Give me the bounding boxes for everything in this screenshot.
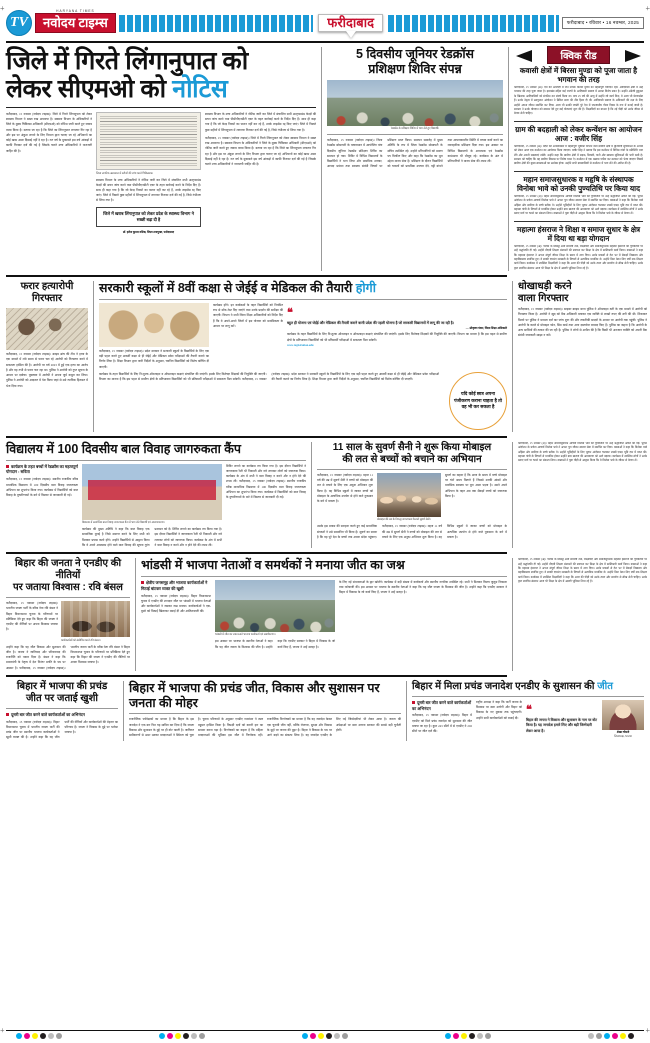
reg-dots-2 — [159, 1033, 205, 1039]
fraud-headline-line1: धोखाधड़ी करने — [518, 281, 572, 293]
rb-caption: कार्यकर्ताओं को संबोधित करते रवि बंसल। — [61, 638, 101, 642]
fugitive-story — [6, 281, 88, 432]
cm-caption: विद्यालय में आयोजित बाल विवाह जागरुकता कैंप में भाग लेते विद्यार्थी एवं अध्यापकगण। — [82, 521, 165, 525]
jee-website-link[interactable]: www.registration.edu — [287, 342, 314, 347]
brand-kicker: HARYANA TIMES — [56, 8, 95, 13]
notice-document-photo — [96, 112, 201, 170]
mobile-rule — [317, 469, 507, 470]
lead-headline-highlight: नोटिस — [172, 75, 228, 103]
bhandsi-photo — [215, 580, 335, 632]
redcross-body: फरीदाबाद, 15 नवम्बर (नवोदय टाइम्स)। जिला रेडक्रॉस सोसायटी के तत्वावधान में आयोजित पांच दिवसीय जूनियर रेडक्रॉस प्रशिक्षण शिविर का समापन हो गया। शिविर में विभिन्न विद्यालयों के विद्यार्थियों ने भाग लिया और प्राथमिक उपचार, आपदा प्रबंधन तथा स्वास्थ्य संबंधी विषयों पर प्रशिक्षण प्राप्त किया। समापन समारोह में मुख्य अतिथि के रूप में जिला रेडक्रॉस सोसायटी के सचिव उपस्थित रहे। उन्होंने प्रतिभागियों को प्रमाण पत्र वितरित किए और कहा कि रेडक्रॉस का मूल उद्देश्य मानव सेवा है। प्रशिक्षण के दौरान विद्यार्थियों को घायलों को प्राथमिक उपचार देने, पट्टी बांधने तथा आपातकालीन स्थिति में बचाव कार्य करने का व्यावहारिक प्रशिक्षण दिया गया। इस अवसर पर विभिन्न विद्यालयों के अध्यापक एवं रेडक्रॉस काउंसलर भी मौजूद रहे। कार्यक्रम के अंत में प्रतिभागियों ने मानव सेवा की शपथ ली। — [327, 138, 503, 169]
cm-body-3: शिविर लगाने का कार्यक्रम तय किया गया है। इस दौरान विद्यार्थियों ने जागरुकता रैली भी निकाली और नारे लगाकर लोगों को जागरूक किया। कार्यक्रम के अंत में सभी ने बाल विवाह न करने और न होने देने की शपथ ली। फरीदाबाद, 15 नवम्बर (नवोदय टाइम्स)। स्थानीय राजकीय वरिष्ठ माध्यमिक विद्यालय में 100 दिवसीय बाल विवाह जागरुकता अभियान का शुभारंभ किया गया। कार्यक्रम में विद्यार्थियों को बाल विवाह के दुष्परिणामों के बारे में विस्तार से जानकारी दी गई। — [226, 463, 306, 500]
mobile-headline-line1: 11 साल के सुवर्ण सैनी ने शुरू किया मोबाइल — [332, 441, 492, 453]
bjpw-headline — [6, 681, 118, 705]
quick-read-body: फरीदाबाद, 15 नवम्बर (अ)। प्रदेश की अर्थव्यवस्था में महत्वपूर्ण भूमिका निभाने वाले ग्रामीण क्षेत्रों में बुनियादी सुविधाओं के अभाव को लेकर आज एक कन्वेंशन का आयोजन किया जाएगा। वजीर सिंह ने बताया कि इस कन्वेंशन में विभिन्न गांवों के प्रतिनिधि भाग लेंगे और अपनी समस्याएं रखेंगे। उन्होंने कहा कि ग्रामीण क्षेत्रों में सड़क, बिजली, पानी और स्वास्थ्य सुविधाओं की भारी कमी है। सरकार को चाहिए कि वह ग्रामीण विकास पर विशेष ध्यान दे। कन्वेंशन में एक प्रस्ताव पारित कर सरकार को भेजा जाएगा जिसमें ग्रामीण क्षेत्रों की मुख्य समस्याओं का उल्लेख होगा। उन्होंने सभी ग्रामवासियों से कन्वेंशन में भाग लेने की अपील की है। — [514, 144, 643, 166]
ravi-bansal-story — [6, 558, 130, 671]
bjpw-bullet: दूसरी बार जीत करने वाले कार्यकर्ताओं का अभिनंदन — [6, 712, 118, 718]
mobile-caption: मोबाइल की लत के विरुद्ध जागरुकता फैलाते सुवर्ण सैनी। — [377, 518, 431, 522]
city-name: फरीदाबाद — [318, 14, 383, 33]
nda-author-block — [602, 700, 644, 740]
flag-tail-icon — [346, 31, 356, 38]
row-three — [6, 441, 647, 548]
lead-headline — [6, 47, 316, 103]
redcross-rule — [327, 134, 503, 135]
jee-circle-wrap — [443, 372, 507, 432]
quick-read-headline: कवासी क्षेत्रों में बिरसा मुण्डा को पूजा जाता है भगवान की तरह — [519, 66, 638, 85]
tv-logo-icon: TV — [6, 10, 32, 36]
row3-divider — [6, 552, 507, 554]
nda-author-name: शेखर चौधरी — [616, 729, 630, 734]
reg-dots-4 — [445, 1033, 491, 1039]
mobile-body-2: सुवर्ण का कहना है कि आज के समय में बच्चे मोबाइल पर घंटों समय बिताते हैं जिससे उनकी आंखों और मानसिक स्वास्थ्य पर बुरा असर पड़ता है। उसने अपने अभियान के तहत अब तक सैकड़ों बच्चों को जागरूक किया है। — [445, 472, 507, 498]
lead-story — [6, 47, 316, 271]
jee-body-1: फरीदाबाद, 15 नवम्बर (नवोदय टाइम्स)। प्रदेश सरकार ने सरकारी स्कूलों के विद्यार्थियों के लिए एक बड़ी पहल करते हुए आठवीं कक्षा से ही जेईई और मेडिकल प्रवेश परीक्षाओं की तैयारी कराने का निर्णय लिया है। शिक्षा विभाग द्वारा जारी निर्देशों के अनुसार, चयनित विद्यार्थियों को विशेष कोचिंग दी जाएगी। — [99, 348, 209, 369]
cm-body-1: फरीदाबाद, 15 नवम्बर (नवोदय टाइम्स)। स्थानीय राजकीय वरिष्ठ माध्यमिक विद्यालय में 100 दिवसीय बाल विवाह जागरुकता अभियान का शुभारंभ किया गया। कार्यक्रम में विद्यार्थियों को बाल विवाह के दुष्परिणामों के बारे में विस्तार से जानकारी दी गई। — [6, 477, 78, 497]
dateline: फरीदाबाद • रविवार • 16 नवम्बर, 2025 — [562, 17, 644, 29]
nda-body-1: फरीदाबाद, 15 नवम्बर (नवोदय टाइम्स)। बिहार में एनडीए को मिले प्रचंड जनादेश को सुशासन की जीत बताया जा रहा है। कुल 243 सीटों में से एनडीए ने 202 सीटों पर जीत दर्ज की। — [412, 713, 472, 734]
rb-body-2: उन्होंने कहा कि यह जीत विकास और सुशासन की जीत है। जनता ने जातिवाद और परिवारवाद की राजनीति को नकार दिया है। बंसल ने कहा कि प्रधानमंत्री के नेतृत्व में देश निरंतर प्रगति के पथ पर अग्रसर है। फरीदाबाद, 15 नवम्बर (नवोदय टाइम्स)। भारतीय जनता पार्टी के वरिष्ठ नेता रवि बंसल ने बिहार विधानसभा चुनाव के परिणामों पर प्रतिक्रिया देते हुए कहा कि बिहार की जनता ने एनडीए की नीतियों पर अपना विश्वास जताया है। — [6, 644, 130, 670]
lead-rule — [6, 107, 316, 108]
reg-dots-1 — [16, 1033, 62, 1039]
cm-rule — [6, 460, 306, 461]
row-four — [6, 558, 647, 671]
nda-rule — [412, 696, 644, 697]
cm-body-2: कार्यक्रम की मुख्य अतिथि ने कहा कि बाल विवाह एक सामाजिक बुराई है जिसे समाप्त करने के लिए सभी को मिलकर प्रयास करने होंगे। उन्होंने विद्यार्थियों से आह्वान किया कि वे अपने आसपास होने वाले बाल विवाह की सूचना तुरंत प्रशासन को दें। शिविर लगाने का कार्यक्रम तय किया गया है। इस दौरान विद्यार्थियों ने जागरुकता रैली भी निकाली और नारे लगाकर लोगों को जागरूक किया। कार्यक्रम के अंत में सभी ने बाल विवाह न करने और न होने देने की शपथ ली। — [82, 527, 222, 547]
nda-bullet: दूसरी बार जीत करने वाले कार्यकर्ताओं का अभिनंदन — [412, 699, 472, 711]
child-marriage-story — [6, 442, 306, 548]
mobile-body-3: उसके इस प्रयास की सराहना करते हुए कई सामाजिक संगठनों ने उसे सम्मानित भी किया है। सुवर्ण का सपना है कि वह पूरे देश के बच्चों तक अपना संदेश पहुंचाए। फरीदाबाद, 15 नवम्बर (नवोदय टाइम्स)। महज 11 वर्ष की उम्र में सुवर्ण सैनी ने बच्चों को मोबाइल की लत से बचाने के लिए एक अनूठा अभियान शुरू किया है। वह विभिन्न स्कूलों में जाकर बच्चों को मोबाइल के अत्यधिक उपयोग से होने वाले नुकसान के बारे में बताता है। — [317, 524, 507, 539]
fugitive-photo — [6, 308, 88, 350]
bjpw-headline-line1: बिहार में भाजपा की प्रचंड — [16, 680, 108, 692]
row1-divider — [6, 275, 507, 277]
crop-mark-br-icon: + — [645, 1026, 650, 1035]
lead-quote-box: जिले में खराब लिंगानुपात को लेकर प्रदेश के स्वास्थ्य विभाग ने सख्ती बढ़ा दी है — [96, 207, 201, 227]
bhandsi-body-3: के लिए नई संभावनाओं के द्वार खोलेंगे। कार्यक्रम में बड़ी संख्या में कार्यकर्ता और स्थानीय नागरिक उपस्थित रहे। सभी ने मिलकर विजय जुलूस निकाला तथा नारेबाजी की। इस अवसर पर भाजपा के स्थानीय नेताओं ने कहा कि यह जीत जनता के विश्वास की जीत है। उन्होंने कहा कि एनडीए सरकार ने बिहार में विकास के जो कार्य किए हैं, जनता ने उन्हें सराहा है। — [339, 579, 507, 595]
bihar-rule — [129, 713, 401, 714]
quick-read-continued: फरीदाबाद, 15 नवम्बर (अ)। महान समाजसुधारक आचार्य विनोबा भावे की पुण्यतिथि पर उन्हें श्रद्धांजलि अर्पित की गई। भूदान आंदोलन के प्रणेता आचार्य विनोबा भावे ने अपना पूरा जीवन समाज सेवा में समर्पित कर दिया। वक्ताओं ने कहा कि विनोबा भावे अहिंसा और सर्वोदय के सच्चे प्रतीक थे। उन्होंने भूमिहीनों के लिए भूदान आंदोलन चलाकर लाखों एकड़ भूमि दान में प्राप्त की। महात्मा गांधी के विचारों से प्रभावित होकर उन्होंने ग्राम स्वराज की अवधारणा को आगे बढ़ाया। कार्यक्रम में उपस्थित लोगों ने उनके बताए मार्ग पर चलने का संकल्प लिया। वक्ताओं ने युवा पीढ़ी से आह्वान किया कि वे विनोबा भावे के जीवन से प्रेरणा लें। — [518, 441, 647, 463]
quick-read-item[interactable] — [514, 222, 643, 271]
bihar-mandate-story — [123, 681, 401, 741]
quote-mark-icon: ❝ — [287, 306, 293, 319]
row-two — [6, 281, 647, 432]
mobile-addiction-story — [311, 442, 507, 548]
quick-read-rail — [508, 47, 643, 271]
jee-medical-story — [93, 281, 507, 432]
mobile-headline-line2: की लत से बच्चों को बचाने का अभियान — [342, 453, 482, 465]
nda-headline: बिहार में मिला प्रचंड जनादेश एनडीए के सुशासन की जीत — [412, 680, 613, 692]
redcross-headline-line2: प्रशिक्षण शिविर संपन्न — [368, 61, 462, 76]
rb-rule — [6, 597, 130, 598]
masthead-rule — [6, 41, 644, 43]
lead-body-col1: फरीदाबाद, 15 नवम्बर (नवोदय टाइम्स)। जिले में गिरते लिंगानुपात को लेकर स्वास्थ्य विभाग ने सख्त रुख अपनाया है। स्वास्थ्य विभाग के अधिकारियों ने जिले के मुख्य चिकित्सा अधिकारी (सीएमओ) को नोटिस जारी करते हुए जवाब तलब किया है। बताया जा रहा है कि जिले का लिंगानुपात लगातार गिर रहा है और इस पर अंकुश लगाने के लिए विभाग द्वारा चलाए जा रहे अभियानों का कोई खास असर दिखाई नहीं दे रहा है। गत वर्ष के मुकाबले इस वर्ष आंकड़ों में काफी गिरावट दर्ज की गई है जिसके चलते उच्च अधिकारियों ने नाराजगी जाहिर की है। — [6, 112, 92, 153]
quick-read-headline: महान समाजसुधारक व महृषि के संस्थापक विनोबा भावे को उनकी पुण्यतिथि पर किया याद — [517, 174, 640, 193]
nda-body-2: राष्ट्रीय अध्यक्ष ने कहा कि पार्टी जनता के विश्वास पर खरा उतरेगी और बिहार को विकास के नए मुकाम तक पहुंचाएगी। उन्होंने सभी कार्यकर्ताओं को बधाई दी। — [476, 699, 522, 720]
lead-headline-line2: लेकर सीएमओ को नोटिस — [6, 75, 228, 103]
quick-read-title: क्विक रीड — [547, 46, 609, 64]
city-edition-flag — [318, 14, 383, 33]
brand-name: नवोदय टाइम्स — [35, 13, 116, 33]
row-four-right-filler — [512, 558, 647, 671]
nda-quote: बिहार की जनता ने विकास और सुशासन के नाम पर वोट किया है। यह जनादेश हमारे लिए और बड़ी जिम्मेदारी लेकर आया है। — [526, 717, 598, 733]
fraud-body: फरीदाबाद, 15 नवम्बर (नवोदय टाइम्स)। साइबर क्राइम थाना पुलिस ने ऑनलाइन ठगी के एक मामले में आरोपी को गिरफ्तार किया है। आरोपी ने खुद को बैंक अधिकारी बताकर एक व्यक्ति से लाखों रुपए की ठगी की थी। शिकायत मिलने पर पुलिस ने मामला दर्ज कर जांच शुरू की और तकनीकी साक्ष्यों के आधार पर आरोपी तक पहुंची। पुलिस ने आरोपी के कब्जे से मोबाइल फोन, सिम कार्ड तथा अन्य दस्तावेज बरामद किए हैं। पुलिस का कहना है कि आरोपी के अन्य साथियों की तलाश की जा रही है। पुलिस ने लोगों से अपील की है कि किसी भी अनजान व्यक्ति को अपनी बैंक संबंधी जानकारी साझा न करें। — [518, 307, 647, 338]
lead-credit: डॉ. हरीश कुमार वशिष्ठ, जिला उपायुक्त, फरीदाबाद — [123, 229, 174, 234]
registration-dot-row — [6, 1031, 644, 1039]
reg-dots-3 — [302, 1033, 348, 1039]
redcross-caption: रेडक्रॉस के प्रशिक्षण शिविर में भाग लेते हुए विद्यार्थी। — [390, 127, 440, 130]
fugitive-headline — [6, 281, 88, 305]
nda-headline-highlight: जीत — [597, 680, 613, 692]
quick-read-body: फरीदाबाद, 15 नवम्बर (अ)। महान समाजसुधारक आचार्य विनोबा भावे की पुण्यतिथि पर उन्हें श्रद्धांजलि अर्पित की गई। भूदान आंदोलन के प्रणेता आचार्य विनोबा भावे ने अपना पूरा जीवन समाज सेवा में समर्पित कर दिया। वक्ताओं ने कहा कि विनोबा भावे अहिंसा और सर्वोदय के सच्चे प्रतीक थे। उन्होंने भूमिहीनों के लिए भूदान आंदोलन चलाकर लाखों एकड़ भूमि दान में प्राप्त की। महात्मा गांधी के विचारों से प्रभावित होकर उन्होंने ग्राम स्वराज की अवधारणा को आगे बढ़ाया। कार्यक्रम में उपस्थित लोगों ने उनके बताए मार्ग पर चलने का संकल्प लिया। वक्ताओं ने युवा पीढ़ी से आह्वान किया कि वे विनोबा भावे के जीवन से प्रेरणा लें। — [514, 194, 643, 216]
fraud-headline-line2: वाला गिरफ्तार — [518, 293, 569, 305]
nda-mandate-story — [406, 681, 644, 741]
jee-circle-callout: यदि कोई छात्र अपना पंजीकरण कराना चाहता है तो वह भी कर सकता है — [449, 372, 507, 430]
print-registration-footer — [6, 1028, 644, 1039]
rb-body-1: फरीदाबाद, 15 नवम्बर (नवोदय टाइम्स)। भारतीय जनता पार्टी के वरिष्ठ नेता रवि बंसल ने बिहार विधानसभा चुनाव के परिणामों पर प्रतिक्रिया देते हुए कहा कि बिहार की जनता ने एनडीए की नीतियों पर अपना विश्वास जताया है। — [6, 601, 58, 632]
bjpw-rule — [6, 708, 118, 709]
bhandsi-headline: भांडसी में भाजपा नेताओं व समर्थकों ने मनाया जीत का जश्न — [141, 558, 405, 573]
quick-read-headline: महात्मा हंसराज ने शिक्षा व समाज सुधार के क्षेत्र में दिया था बड़ा योगदान — [516, 224, 641, 243]
bjpw-headline-line2: जीत पर जताई खुशी — [25, 692, 98, 704]
lead-doc-photo-wrap — [96, 112, 201, 234]
brand-block — [35, 8, 116, 33]
jee-headline-highlight: होगी — [355, 281, 376, 296]
row-four-left-block — [6, 558, 507, 671]
lead-photo-caption: जिला नागरिक अस्पताल में मरीजों की जांच करते चिकित्सक। — [96, 171, 154, 175]
fugitive-headline-line1: फरार हत्यारोपी — [20, 281, 74, 293]
crop-mark-bl-icon: + — [0, 1026, 5, 1035]
banner-wing-left-icon — [516, 50, 532, 62]
fraud-story — [512, 281, 647, 432]
banner-wing-right-icon — [625, 50, 641, 62]
jee-illustration — [99, 303, 209, 347]
jee-body-2: कार्यक्रम होंगे। इन कार्यक्रमों के तहत विद्यार्थियों को नियमित रूप से मॉक टेस्ट दिए जाएंगे तथा उनके प्रदर्शन की समीक्षा की जाएगी। विभाग ने सभी जिला शिक्षा अधिकारियों को निर्देश दिए हैं कि वे अपने-अपने जिलों में इस योजना को प्राथमिकता के आधार पर लागू करें। — [213, 302, 283, 328]
quick-read-headline: ग्राम की बदहाली को लेकर कन्वेंशन का आयोजन आज : वजीर सिंह — [515, 124, 642, 143]
masthead — [6, 8, 644, 38]
lead-body-col2: स्वास्थ्य विभाग के उच्च अधिकारियों ने नोटिस जारी कर जिले में संचालित सभी अल्ट्रासाउंड केन्द्रों की सघन जांच करने तथा पीसीपीएनडीटी एक्ट के तहत कार्रवाई करने के निर्देश दिए हैं। साथ ही कहा गया है कि जो केन्द्र नियमों का पालन नहीं कर रहे हैं, उनके लाइसेंस रद्द किए जाएं। जिले में पिछले कुछ महीनों में लिंगानुपात में लगातार गिरावट दर्ज की गई है, जिसे गंभीरता से लिया गया है। — [96, 177, 201, 203]
lead-body-col3b: फरीदाबाद, 15 नवम्बर (नवोदय टाइम्स)। जिले में गिरते लिंगानुपात को लेकर स्वास्थ्य विभाग ने सख्त रुख अपनाया है। स्वास्थ्य विभाग के अधिकारियों ने जिले के मुख्य चिकित्सा अधिकारी (सीएमओ) को नोटिस जारी करते हुए जवाब तलब किया है। बताया जा रहा है कि जिले का लिंगानुपात लगातार गिर रहा है और इस पर अंकुश लगाने के लिए विभाग द्वारा चलाए जा रहे अभियानों का कोई खास असर दिखाई नहीं दे रहा है। गत वर्ष के मुकाबले इस वर्ष आंकड़ों में काफी गिरावट दर्ज की गई है जिसके चलते उच्च अधिकारियों ने नाराजगी जाहिर की है। — [205, 135, 316, 167]
bjpw-body: फरीदाबाद, 15 नवम्बर (नवोदय टाइम्स)। बिहार विधानसभा चुनाव में भारतीय जनता पार्टी की प्रचंड जीत पर स्थानीय भाजपा कार्यकर्ताओं ने खुशी व्यक्त की है। उन्होंने कहा कि यह जीत पार्टी की नीतियों और कार्यकर्ताओं की मेहनत का परिणाम है। जनता ने विकास के मुद्दे पर भरोसा जताया है। — [6, 719, 118, 740]
rb-photo — [61, 601, 130, 637]
bhandsi-bullet: क्षेत्रीय जनसमूह और भाजपा कार्यकर्ताओं ने मिठाई बांटकर व्यक्त की खुशी — [141, 580, 211, 592]
row-lead — [6, 47, 644, 271]
reg-dots-5 — [588, 1033, 634, 1039]
bhandsi-rule — [141, 576, 507, 577]
jee-rule — [99, 299, 507, 300]
bhandsi-caption: भांडसी में जीत का जश्न मनाते भाजपा कार्यकर्ता एवं समर्थकगण। — [215, 633, 276, 637]
mobile-body-1: फरीदाबाद, 15 नवम्बर (नवोदय टाइम्स)। महज 11 वर्ष की उम्र में सुवर्ण सैनी ने बच्चों को मोबाइल की लत से बचाने के लिए एक अनूठा अभियान शुरू किया है। वह विभिन्न स्कूलों में जाकर बच्चों को मोबाइल के अत्यधिक उपयोग से होने वाले नुकसान के बारे में बताता है। — [317, 472, 373, 504]
fraud-headline — [518, 281, 647, 305]
rb-headline-line1: बिहार की जनता ने एनडीए की नीतियों — [14, 558, 122, 582]
row4-divider — [6, 675, 507, 677]
redcross-headline-line1: 5 दिवसीय जूनियर रेडक्रॉस — [355, 47, 475, 61]
bihar-headline: बिहार में भाजपा की प्रचंड जीत, विकास और सुशासन पर जनता की मोहर — [129, 680, 380, 710]
cm-photo — [82, 464, 222, 520]
quick-read-body: फरीदाबाद, 15 नवम्बर (अ)। देश की आजादी में जन नायक बिरसा मुण्डा का महत्वपूर्ण योगदान रहा। आदिवासी क्षेत्रों में उन्हें भगवान की तरह पूजा जाता है। झारखंड सहित कई राज्यों के आदिवासी समाज में उनका विशेष स्थान है। उन्होंने अंग्रेजी हुकूमत के खिलाफ आदिवासियों को संगठित कर संघर्ष किया था। मात्र 25 वर्ष की आयु में उन्होंने जो कार्य किए, वे आज भी प्रेरणास्रोत हैं। उनके नेतृत्व में उलगुलान आंदोलन ने ब्रिटिश सत्ता की नींव हिला दी थी। आदिवासी समाज के अधिकारों की रक्षा के लिए उन्होंने अपना जीवन समर्पित कर दिया। आज भी उनकी जयंती पूरे देश में जनजातीय गौरव दिवस के रूप में मनाई जाती है। सरकार ने उनके योगदान को सम्मान देते हुए कई योजनाएं शुरू की हैं। शिक्षाविदों का मानना है कि नई पीढ़ी को उनके जीवन से प्रेरणा लेनी चाहिए। — [514, 86, 643, 116]
quick-read-item[interactable] — [514, 172, 643, 217]
redcross-story — [321, 47, 503, 271]
bhandsi-body-2: इस अवसर पर भाजपा के स्थानीय नेताओं ने कहा कि यह जीत जनता के विश्वास की जीत है। उन्होंने कहा कि एनडीए सरकार ने बिहार में विकास के जो कार्य किए हैं, जनता ने उन्हें सराहा है। — [215, 639, 335, 649]
child-marriage-headline: विद्यालय में 100 दिवसीय बाल विवाह जागरुकता कैंप — [6, 441, 241, 456]
crop-mark-tl-icon: + — [0, 4, 5, 13]
fugitive-headline-line2: गिरफ्तार — [31, 293, 63, 305]
mobile-photo — [377, 473, 441, 517]
lead-headline-line1: जिले में गिरते लिंगानुपात को — [6, 47, 248, 75]
jee-body-4: कार्यक्रम के तहत विद्यार्थियों के लिए नि:शुल्क ऑनलाइन व ऑफलाइन कक्षाएं संचालित की जाएंगी। इसके लिए विशेषज्ञ शिक्षकों की नियुक्ति की जाएगी। विभाग का मानना है कि इस पहल से ग्रामीण क्षेत्रों के प्रतिभावान विद्यार्थियों को भी प्रतिस्पर्धी परीक्षाओं में सफलता मिल सकेगी। फरीदाबाद, 15 नवम्बर (नवोदय टाइम्स)। प्रदेश सरकार ने सरकारी स्कूलों के विद्यार्थियों के लिए एक बड़ी पहल करते हुए आठवीं कक्षा से ही जेईई और मेडिकल प्रवेश परीक्षाओं की तैयारी कराने का निर्णय लिया है। शिक्षा विभाग द्वारा जारी निर्देशों के अनुसार, चयनित विद्यार्थियों को विशेष कोचिंग दी जाएगी। — [99, 371, 439, 382]
row-two-left-block — [6, 281, 507, 432]
bihar-body: राजनीतिक पर्यवेक्षकों का मानना है कि बिहार के इस जनादेश ने एक बार फिर यह साबित कर दिया है कि जनता विकास और सुशासन के मुद्दे पर ही वोट करती है। जातिगत समीकरणों से ऊपर उठकर मतदाताओं ने स्थिरता को चुना है। चुनाव परिणामों के अनुसार एनडीए गठबंधन ने स्पष्ट बहुमत हासिल किया है। विपक्षी दलों को करारी हार का सामना करना पड़ा है। विश्लेषकों का कहना है कि महिला मतदाताओं की भूमिका इस जीत में निर्णायक रही। राजनीतिक विश्लेषकों का मानना है कि यह जनादेश केवल एक चुनावी जीत नहीं, बल्कि रोजगार, सुरक्षा और विकास के मुद्दों पर जनता की मुहर है। बिहार ने विकास के पथ पर आगे बढ़ने का संकल्प लिया है। यह जनादेश एनडीए के लिए नई जिम्मेदारियां भी लेकर आया है। जनता की अपेक्षाओं पर खरा उतरना सरकार की सबसे बड़ी चुनौती होगी। — [129, 717, 401, 738]
row-three-right-filler — [512, 442, 647, 548]
author-avatar — [602, 700, 644, 730]
lead-body-col3: स्वास्थ्य विभाग के उच्च अधिकारियों ने नोटिस जारी कर जिले में संचालित सभी अल्ट्रासाउंड केन्द्रों की सघन जांच करने तथा पीसीपीएनडीटी एक्ट के तहत कार्रवाई करने के निर्देश दिए हैं। साथ ही कहा गया है कि जो केन्द्र नियमों का पालन नहीं कर रहे हैं, उनके लाइसेंस रद्द किए जाएं। जिले में पिछले कुछ महीनों में लिंगानुपात में लगातार गिरावट दर्ज की गई है, जिसे गंभीरता से लिया गया है। — [205, 112, 316, 132]
jee-body-3: कार्यक्रम के तहत विद्यार्थियों के लिए नि:शुल्क ऑनलाइन व ऑफलाइन कक्षाएं संचालित की जाएंगी। इसके लिए विशेषज्ञ शिक्षकों की नियुक्ति की जाएगी। विभाग का मानना है कि इस पहल से ग्रामीण क्षेत्रों के प्रतिभावान विद्यार्थियों को भी प्रतिस्पर्धी परीक्षाओं में सफलता मिल सकेगी। — [287, 332, 507, 342]
jee-pullquote: बहुत ही योजना एवं जेईई और मेडिकल की तैयारी कराने वाली प्रदेश की पहली योजना है जो सरकारी विद्यालयों में लागू की जा रही है। — [287, 320, 455, 325]
row2-divider — [6, 436, 507, 438]
rb-headline — [6, 558, 130, 594]
bjp-win-small-story — [6, 681, 118, 741]
bhandsi-body-1: फरीदाबाद, 15 नवम्बर (नवोदय टाइम्स)। बिहार विधानसभा चुनाव में एनडीए की शानदार जीत पर भांडसी में भाजपा नेताओं और कार्यकर्ताओं ने जमकर जश्न मनाया। कार्यकर्ताओं ने एक-दूसरे को मिठाई खिलाकर बधाई दी और आतिशबाजी की। — [141, 593, 211, 614]
fugitive-body: फरीदाबाद, 15 नवम्बर (नवोदय टाइम्स)। क्राइम ब्रांच की टीम ने हत्या के एक मामले में लंबे समय से फरार चल रहे आरोपी को गिरफ्तार करने में सफलता हासिल की है। आरोपी पर वर्ष 2023 में हुई एक हत्या का आरोप है और वह तभी से फरार चल रहा था। पुलिस ने आरोपी को गुप्त सूचना के आधार पर दबोचा। पूछताछ में आरोपी ने अपना जुर्म कबूल कर लिया। पुलिस ने आरोपी को अदालत में पेश किया जहां से उसे न्यायिक हिरासत में भेज दिया गया। — [6, 352, 88, 388]
row-three-left-block — [6, 442, 507, 548]
stripe-decoration-right — [388, 15, 559, 32]
quick-read-continued-2: फरीदाबाद, 15 नवम्बर (अ)। पंजाब के प्रसिद्ध आर्य समाजी नेता, शिक्षाविद और समाजसुधारक महात्मा हंसराज की पुण्यतिथि पर उन्हें श्रद्धांजलि दी गई। उन्होंने डीएवी शिक्षण संस्थानों की स्थापना कर शिक्षा के क्षेत्र में क्रांतिकारी कार्य किया। वक्ताओं ने कहा कि महात्मा हंसराज ने अपना संपूर्ण जीवन शिक्षा के प्रसार में लगा दिया। उनके प्रयासों से देश भर में सैकड़ों विद्यालय और महाविद्यालय स्थापित हुए। वे स्वामी दयानंद सरस्वती के विचारों से अत्यधिक प्रभावित थे। उन्होंने बिना वेतन लिए वर्षों तक शिक्षण कार्य किया। कार्यक्रम में उपस्थित शिक्षाविदों ने कहा कि आज की पीढ़ी को उनके त्याग और समर्पण से सीख लेनी चाहिए। उनके द्वारा स्थापित संस्थान आज भी शिक्षा के क्षेत्र में अग्रणी भूमिका निभा रहे हैं। — [518, 558, 647, 584]
rb-headline-line2: पर जताया विश्वास : रवि बंसल — [13, 582, 123, 594]
redcross-headline — [327, 47, 503, 77]
quick-read-banner — [514, 47, 643, 63]
jee-quote-author: — श्रीकृष्ण पंवार, जिला शिक्षा अधिकारी — [465, 326, 507, 331]
mobile-headline — [317, 442, 507, 466]
cm-bullet: कार्यक्रम के तहत बच्चों में रेडक्रॉस का महत्वपूर्ण योगदान : सविता — [6, 463, 78, 475]
bhandsi-story — [135, 558, 507, 671]
jee-headline: सरकारी स्कूलों में 8वीं कक्षा से जेईई व मेडिकल की तैयारी होगी — [99, 281, 376, 296]
stripe-decoration-left — [119, 15, 313, 32]
nda-author-title: जिलाध्यक्ष, भाजपा — [614, 735, 632, 739]
redcross-photo — [327, 80, 503, 126]
quick-read-item[interactable] — [514, 63, 643, 117]
quick-read-item[interactable] — [514, 122, 643, 167]
jee-pullquote-block — [287, 303, 507, 330]
quick-read-body: फरीदाबाद, 15 नवम्बर (अ)। पंजाब के प्रसिद्ध आर्य समाजी नेता, शिक्षाविद और समाजसुधारक महात्मा हंसराज की पुण्यतिथि पर उन्हें श्रद्धांजलि दी गई। उन्होंने डीएवी शिक्षण संस्थानों की स्थापना कर शिक्षा के क्षेत्र में क्रांतिकारी कार्य किया। वक्ताओं ने कहा कि महात्मा हंसराज ने अपना संपूर्ण जीवन शिक्षा के प्रसार में लगा दिया। उनके प्रयासों से देश भर में सैकड़ों विद्यालय और महाविद्यालय स्थापित हुए। वे स्वामी दयानंद सरस्वती के विचारों से अत्यधिक प्रभावित थे। उन्होंने बिना वेतन लिए वर्षों तक शिक्षण कार्य किया। कार्यक्रम में उपस्थित शिक्षाविदों ने कहा कि आज की पीढ़ी को उनके त्याग और समर्पण से सीख लेनी चाहिए। उनके द्वारा स्थापित संस्थान आज भी शिक्षा के क्षेत्र में अग्रणी भूमिका निभा रहे हैं। — [514, 244, 643, 270]
quote-mark-icon-2: ❝ — [526, 703, 532, 716]
crop-mark-tr-icon: + — [645, 4, 650, 13]
row-five — [6, 681, 644, 741]
